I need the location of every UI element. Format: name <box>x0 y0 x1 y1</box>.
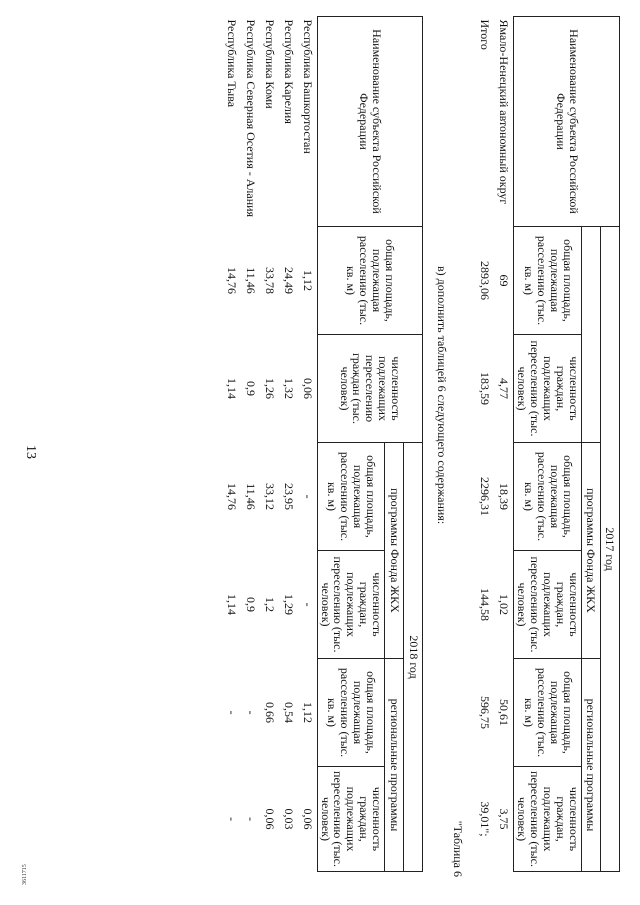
cell: 0,06 <box>300 808 315 830</box>
cell: 14,76 <box>224 267 239 294</box>
row-name: Республика Тыва <box>224 19 239 108</box>
cell: - <box>243 817 258 821</box>
row-name: Республика Башкортостан <box>300 19 315 154</box>
cell: 0,06 <box>262 808 277 830</box>
cell: - <box>300 602 315 607</box>
cell: 33,78 <box>262 267 277 294</box>
empty-group-header <box>582 227 601 443</box>
cell: 1,26 <box>262 378 277 399</box>
area-header: общая площадь, подлежащая расселению (тыс. кв. м) <box>317 227 423 335</box>
cell: 24,49 <box>281 267 296 294</box>
cell: 144,58 <box>478 588 493 621</box>
cell: 1,02 <box>497 594 512 615</box>
cell: 0,66 <box>262 702 277 723</box>
cell: 1,2 <box>262 597 277 612</box>
cell: 3,75 <box>497 808 512 830</box>
cell: - <box>300 494 315 499</box>
row-name: Республика Северная Осетия - Алания <box>243 19 258 218</box>
cell: 11,46 <box>243 483 258 510</box>
cell: 33,12 <box>262 483 277 510</box>
regional-header: региональные программы <box>582 659 601 872</box>
people-header: численность граждан, подлежащих переселению (тыс. человек) <box>317 767 385 872</box>
table-row <box>279 17 298 872</box>
year-header: 2017 год <box>601 227 620 872</box>
cell: 69 <box>497 274 512 287</box>
fund-header: программы Фонда ЖКХ <box>582 443 601 659</box>
table-2017 <box>475 16 620 872</box>
row-name: Ямало-Ненецкий автономный округ <box>497 19 512 205</box>
people-header: численность граждан, подлежащих переселению (тыс. человек) <box>514 767 582 872</box>
col-header-subject: Наименование субъекта Российской Федерации <box>317 17 423 227</box>
col-header-subject: Наименование субъекта Российской Федерации <box>514 17 620 227</box>
cell: - <box>224 817 239 821</box>
page-number: 13 <box>23 445 38 459</box>
cell: 1,14 <box>224 594 239 615</box>
year-header: 2018 год <box>404 443 423 872</box>
cell: 4,77 <box>497 378 512 399</box>
row-name: Республика Коми <box>262 19 277 109</box>
table-row <box>222 17 241 872</box>
cell: 0,03 <box>281 808 296 830</box>
people-header: численность граждан, подлежащих переселению (тыс. человек) <box>514 335 582 443</box>
cell: 0,9 <box>243 381 258 396</box>
cell: 596,75 <box>478 696 493 729</box>
cell: 2893,06 <box>478 261 493 300</box>
people-header: численность граждан, подлежащих переселению (тыс. человек) <box>317 551 385 659</box>
table-row <box>298 17 317 872</box>
cell: 18,39 <box>497 483 512 510</box>
area-header: общая площадь, подлежащая расселению (тыс. кв. м) <box>317 443 385 551</box>
cell: 183,59 <box>478 372 493 405</box>
rotated-content <box>30 16 620 881</box>
table-tag: "Таблица 6 <box>451 820 466 877</box>
cell: 11,46 <box>243 267 258 294</box>
area-header: общая площадь, подлежащая расселению (тыс. кв. м) <box>514 443 582 551</box>
people-header: численность граждан, подлежащих переселению (тыс. человек) <box>514 551 582 659</box>
cell: - <box>224 710 239 715</box>
fund-header: программы Фонда ЖКХ <box>385 443 404 659</box>
cell: 39,01"; <box>478 801 493 837</box>
table-row <box>494 17 513 872</box>
footer-code: 3611715 <box>22 864 28 885</box>
people-header: численность подлежащих переселению граждан (тыс. человек) <box>317 335 423 443</box>
cell: 1,14 <box>224 378 239 399</box>
cell: 50,61 <box>497 699 512 726</box>
row-name: Итого <box>478 19 493 50</box>
cell: - <box>243 710 258 715</box>
cell: 0,9 <box>243 597 258 612</box>
row-name: Республика Карелия <box>281 19 296 124</box>
area-header: общая площадь, подлежащая расселению (тыс. кв. м) <box>317 659 385 767</box>
area-header: общая площадь, подлежащая расселению (тыс. кв. м) <box>514 659 582 767</box>
cell: 2296,31 <box>478 477 493 516</box>
cell: 14,76 <box>224 483 239 510</box>
table-row <box>475 17 494 872</box>
table-row <box>260 17 279 872</box>
cell: 1,29 <box>281 594 296 615</box>
cell: 1,32 <box>281 378 296 399</box>
table-2018 <box>222 16 424 872</box>
table-row <box>241 17 260 872</box>
cell: 1,12 <box>300 702 315 723</box>
cell: 0,06 <box>300 378 315 399</box>
regional-header: региональные программы <box>385 659 404 872</box>
note-block <box>429 16 465 881</box>
cell: 1,12 <box>300 270 315 291</box>
area-header: общая площадь, подлежащая расселению (тыс. кв. м) <box>514 227 582 335</box>
cell: 23,95 <box>281 483 296 510</box>
note-text: в) дополнить таблицей 6 следующего содержания: <box>435 266 450 525</box>
cell: 0,54 <box>281 702 296 723</box>
